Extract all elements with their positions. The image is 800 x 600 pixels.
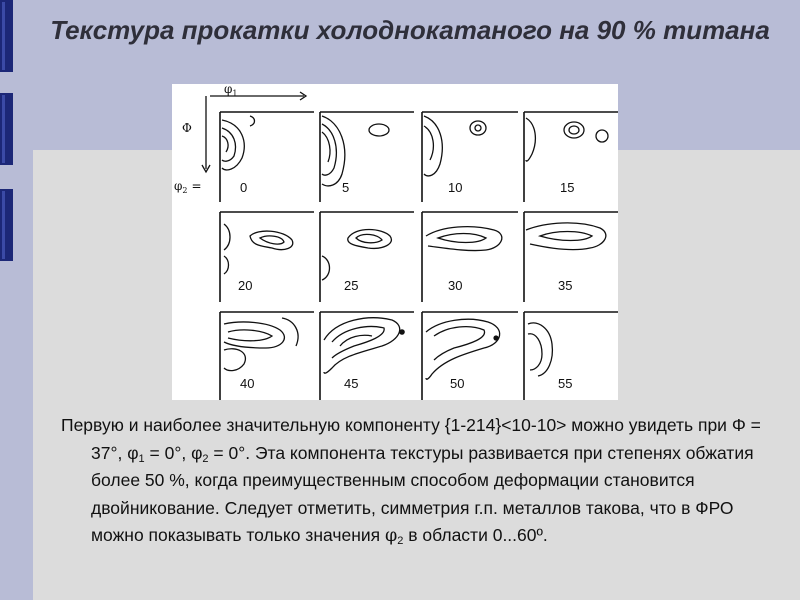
contour-40-d bbox=[282, 318, 298, 346]
contour-10-d bbox=[475, 125, 481, 131]
peak-50 bbox=[493, 335, 498, 340]
contour-0-a bbox=[222, 120, 244, 170]
contour-30-b bbox=[438, 234, 486, 243]
contour-15-a bbox=[526, 118, 535, 161]
contour-45-c bbox=[340, 335, 372, 346]
contour-0-b bbox=[222, 128, 236, 161]
contour-35-b bbox=[540, 232, 592, 241]
panel-frame-25 bbox=[320, 212, 414, 302]
body-paragraph: Первую и наиболее значительную компоненту {1-214}<10-10> можно увидеть при Φ = 37°, $\varphi_1 = 0^\circ$, $\varphi_2 = 0^\circ$. Эта компонента текстуры развивается при степенях обжатия более 50 %, когда преимущественным способом деформации становится двойникование. Следует отметить, симметрия г.п. металлов такова, что в ФРО можно показывать только значения $\varphi_2$ в области 0...60º. bbox=[61, 415, 761, 547]
contour-20-d bbox=[224, 256, 229, 274]
odf-figure bbox=[172, 84, 618, 400]
contour-25-a bbox=[348, 230, 392, 249]
panel-frames bbox=[220, 112, 618, 400]
contour-10-c bbox=[470, 121, 486, 135]
contour-20-b bbox=[250, 231, 293, 250]
axis-label-Phi: Φ bbox=[182, 121, 192, 135]
section-label: 10 bbox=[448, 180, 463, 195]
accent-bar-middle bbox=[0, 93, 13, 165]
odf-sections-grid bbox=[172, 84, 618, 400]
contour-55-b bbox=[528, 334, 542, 370]
contour-5-b bbox=[322, 124, 336, 175]
panel-frame-30 bbox=[422, 212, 518, 302]
section-label: 35 bbox=[558, 278, 573, 293]
panel-frame-20 bbox=[220, 212, 314, 302]
axis-label-phi1: $\varphi_1$ bbox=[224, 84, 238, 98]
axes bbox=[202, 92, 306, 172]
contour-35-a bbox=[526, 223, 606, 250]
slide-title: Текстура прокатки холоднокатаного на 90 % титана bbox=[50, 15, 770, 45]
contour-10-b bbox=[424, 126, 433, 160]
panel-frame-5 bbox=[320, 112, 414, 202]
section-label: 5 bbox=[342, 180, 350, 195]
contour-15-c bbox=[569, 126, 579, 134]
peak-45 bbox=[399, 329, 405, 335]
axis-label-phi2: $\varphi_2$ = bbox=[174, 179, 202, 195]
contour-50-a bbox=[426, 319, 500, 379]
contour-20-a bbox=[224, 224, 230, 250]
contour-20-c bbox=[260, 236, 284, 244]
contour-40-c bbox=[224, 349, 245, 371]
contour-40-b bbox=[228, 330, 272, 341]
section-label: 0 bbox=[240, 180, 248, 195]
contour-40-a bbox=[224, 322, 284, 348]
section-label: 15 bbox=[560, 180, 575, 195]
contour-25-b bbox=[356, 234, 382, 242]
section-label: 50 bbox=[450, 376, 465, 391]
contour-15-d bbox=[596, 130, 608, 142]
section-label: 55 bbox=[558, 376, 573, 391]
accent-bar-top bbox=[0, 0, 13, 72]
contour-15-b bbox=[564, 122, 584, 138]
contour-50-b bbox=[434, 327, 485, 360]
section-label: 25 bbox=[344, 278, 359, 293]
section-label: 45 bbox=[344, 376, 359, 391]
contour-45-a bbox=[324, 318, 400, 373]
contour-5-c bbox=[322, 132, 330, 162]
contour-5-d bbox=[369, 124, 389, 136]
contour-0-c bbox=[222, 136, 228, 152]
contour-lines bbox=[222, 116, 608, 379]
section-label: 40 bbox=[240, 376, 255, 391]
accent-bar-bottom bbox=[0, 189, 13, 261]
contour-30-a bbox=[426, 227, 502, 251]
section-label: 30 bbox=[448, 278, 463, 293]
contour-0-d bbox=[250, 116, 255, 126]
contour-25-c bbox=[322, 256, 330, 280]
contour-55-a bbox=[528, 323, 552, 376]
section-label: 20 bbox=[238, 278, 253, 293]
